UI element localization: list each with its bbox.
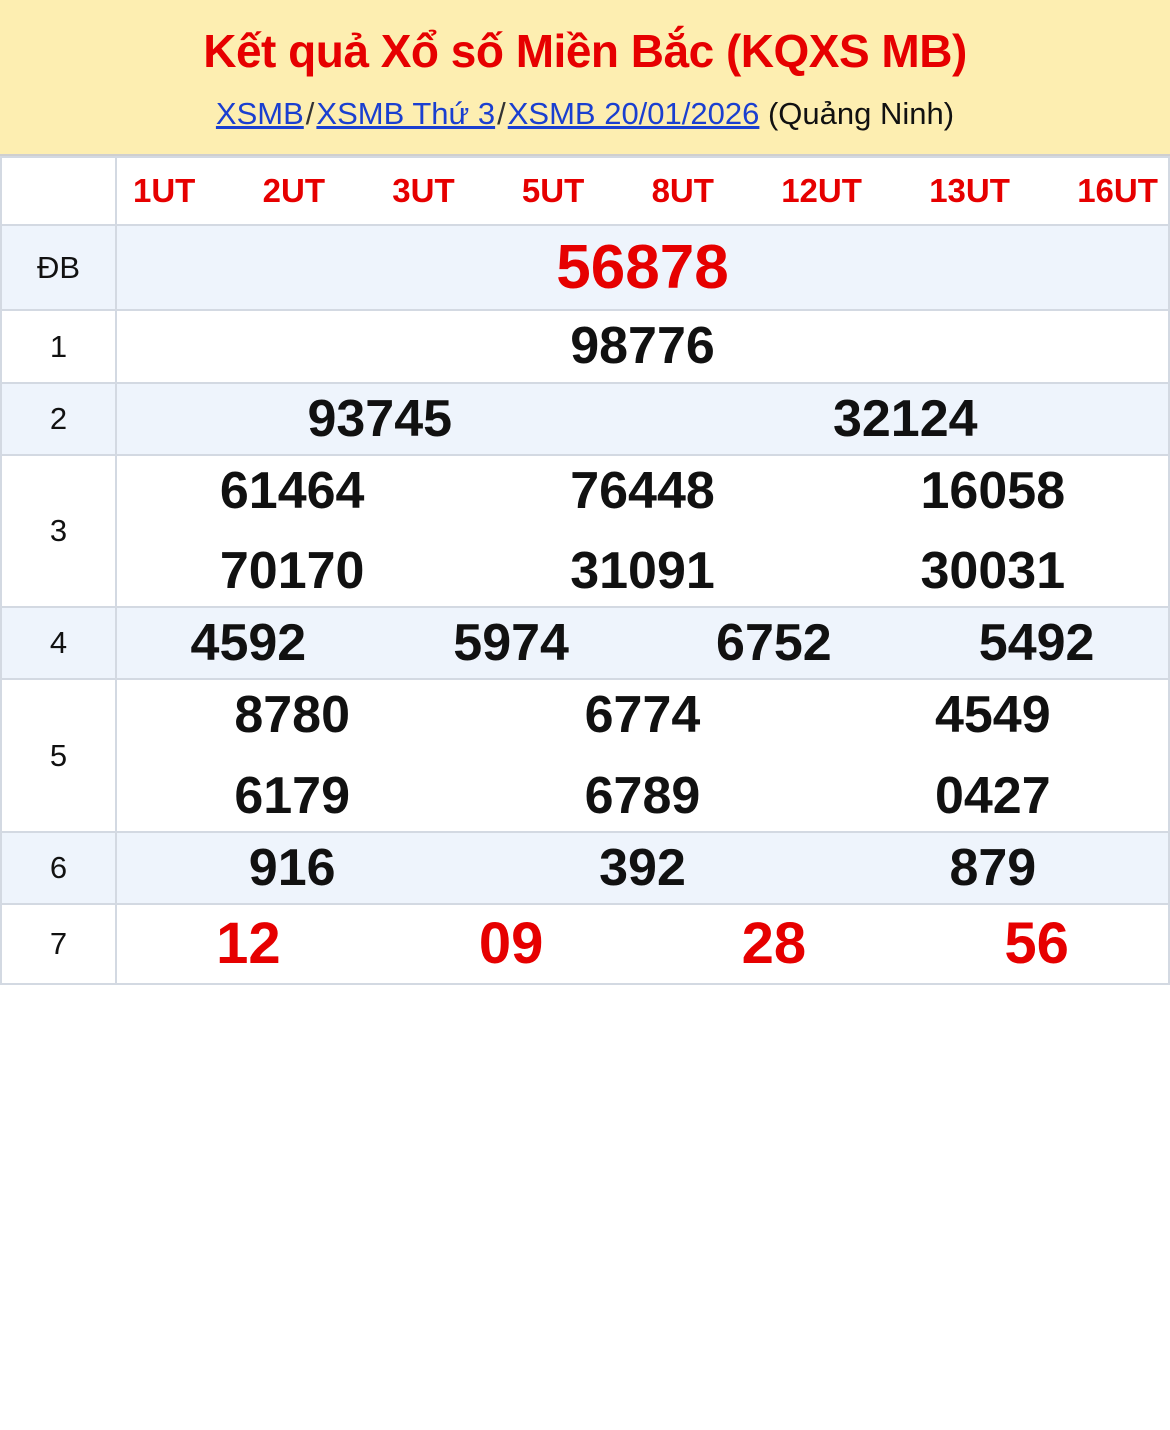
lottery-number: 32124 (832, 389, 978, 448)
breadcrumb-province: (Quảng Ninh) (767, 95, 955, 131)
prize-label: 3 (1, 455, 116, 607)
prize-label: 6 (1, 832, 116, 904)
table-row (1, 383, 1169, 455)
lottery-number: 6789 (584, 766, 701, 825)
lottery-number: 61464 (219, 461, 365, 520)
table-row (1, 679, 1169, 831)
lottery-number: 56878 (556, 232, 729, 302)
prize-numbers (116, 607, 1169, 679)
prize-numbers (116, 225, 1169, 311)
lottery-number: 6752 (716, 614, 832, 673)
lottery-number: 16058 (920, 461, 1066, 520)
lottery-number: 879 (949, 838, 1037, 897)
prize-numbers (116, 383, 1169, 455)
lottery-number: 6774 (584, 686, 701, 745)
lottery-number: 28 (741, 910, 807, 976)
breadcrumb-separator-1: / (305, 95, 315, 131)
lottery-number: 76448 (570, 461, 715, 520)
table-row (1, 455, 1169, 607)
lottery-number: 31091 (570, 542, 715, 601)
breadcrumb-link-weekday[interactable]: XSMB Thứ 3 (316, 95, 496, 131)
lottery-number: 916 (248, 838, 336, 897)
prize-numbers (116, 904, 1169, 984)
prize-label: 4 (1, 607, 116, 679)
lottery-number: 5974 (453, 614, 569, 673)
ut-code: 3UT (392, 171, 455, 209)
page-header (0, 0, 1170, 156)
prize-numbers (116, 310, 1169, 382)
ut-code: 2UT (262, 171, 325, 209)
lottery-number: 392 (599, 838, 686, 897)
lottery-number: 98776 (570, 317, 715, 376)
lottery-number: 09 (478, 910, 544, 976)
prize-numbers (116, 679, 1169, 831)
lottery-number: 5492 (978, 614, 1095, 673)
prize-label: 1 (1, 310, 116, 382)
ut-code: 8UT (651, 171, 714, 209)
lottery-number: 30031 (920, 542, 1066, 601)
lottery-number: 70170 (219, 542, 365, 601)
prize-label: 2 (1, 383, 116, 455)
lottery-number: 12 (216, 910, 281, 976)
prize-numbers (116, 832, 1169, 904)
prize-label: ĐB (1, 225, 116, 311)
breadcrumb (10, 95, 1160, 132)
table-row (1, 310, 1169, 382)
lottery-number: 93745 (307, 389, 453, 448)
breadcrumb-link-xsmb[interactable]: XSMB (215, 95, 304, 131)
ut-code: 12UT (781, 171, 862, 209)
table-row (1, 904, 1169, 984)
ut-code: 13UT (929, 171, 1010, 209)
header-corner-cell (1, 157, 116, 225)
prize-label: 7 (1, 904, 116, 984)
ut-code: 16UT (1077, 171, 1158, 209)
lottery-number: 8780 (234, 686, 350, 745)
lottery-number: 6179 (234, 766, 350, 825)
table-header-row (1, 157, 1169, 225)
lottery-number: 4592 (190, 614, 307, 673)
ut-header-cell (116, 157, 1169, 225)
lottery-number: 56 (1004, 910, 1069, 976)
results-table (0, 156, 1170, 985)
table-row (1, 607, 1169, 679)
breadcrumb-link-date[interactable]: XSMB 20/01/2026 (507, 95, 760, 131)
ut-code: 5UT (521, 171, 585, 209)
table-row (1, 225, 1169, 311)
table-row (1, 832, 1169, 904)
lottery-number: 4549 (934, 686, 1051, 745)
ut-code: 1UT (133, 171, 196, 209)
prize-label: 5 (1, 679, 116, 831)
breadcrumb-separator-2: / (497, 95, 506, 131)
prize-numbers (116, 455, 1169, 607)
lottery-number: 0427 (934, 766, 1051, 825)
page-title: Kết quả Xổ số Miền Bắc (KQXS MB) (203, 25, 967, 77)
